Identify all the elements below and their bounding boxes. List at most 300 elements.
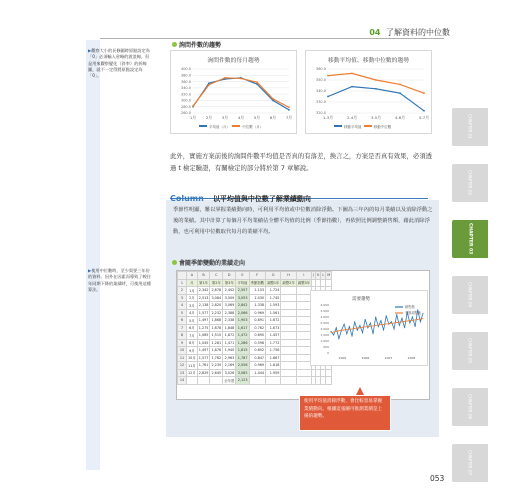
y-tick-label: 2,500 [320,321,329,325]
sheet-cell: 2,820 [211,303,222,308]
sheet-cell: 2月 [187,294,198,302]
data-point [417,319,418,320]
sheet-cell: 1,678 [211,325,222,330]
x-tick-label: 2008 [407,356,416,360]
x-tick-label: 2006 [361,356,370,360]
data-point [359,327,360,328]
column-header [178,272,187,280]
sheet-cell [281,324,296,332]
sheet-cell [281,302,296,310]
data-point [401,318,402,319]
sheet-cell: 1.338 [249,302,266,310]
sheet-cell: 2,338 [224,318,235,323]
page-number: 053 [430,474,445,483]
monthly-chart [170,50,297,134]
column-header: C [210,272,223,280]
sheet-cell: 1,872 [224,333,235,338]
chart-title: 詢問件數的每月趨勢 [207,58,260,64]
moving-chart [305,50,432,134]
data-point [380,324,381,325]
sheet-cell: 1.724 [266,287,281,295]
row-header: 5 [178,309,187,317]
sheet-cell: 1,787 [237,355,248,360]
data-point [192,105,194,107]
moving-chart-svg [306,51,431,133]
data-point [357,328,358,329]
series-line [193,78,289,108]
x-tick-label: 5月 [253,115,261,120]
sheet-cell: 1.758 [266,347,281,355]
data-point [349,326,350,327]
sheet-cell: 10月 [187,354,198,362]
x-tick-label: 4-6月 [395,115,405,120]
data-point [341,330,342,331]
sheet-cell: 1,940 [224,348,235,353]
data-point [272,98,274,100]
sheet-cell: 調整1年 [266,279,281,287]
chart-legend: 移動平均值 移動中位數 [334,125,391,130]
x-tick-label: 7月 [285,115,293,120]
row-header: 8 [178,332,187,340]
sheet-cell: 1.103 [249,287,266,295]
row-header: 11 [178,354,187,362]
x-tick-label: 2005 [338,356,347,360]
data-point [399,322,400,323]
table-row [178,324,332,332]
sheet-cell: 0.690 [249,332,266,340]
chapter-title: 了解資料的中位數 [386,28,450,37]
data-point [378,326,379,327]
row-header: 2 [178,287,187,295]
row-header: 4 [178,302,187,310]
callout-pointer [356,387,364,395]
y-tick-label: 1,000 [320,339,329,343]
data-point [396,322,397,323]
chapter-tab[interactable]: CHAPTER 07 [452,444,488,482]
x-tick-label: 5-7月 [419,115,429,120]
y-tick-label: 1,500 [320,333,329,337]
column-header: B [197,272,210,280]
column-header: I [296,272,311,280]
data-point [420,319,421,320]
column-header: F [249,272,266,280]
sheet-cell: 0.891 [249,317,266,325]
margin-note-2: ▶使用中位數時，至少需要三年份的資料。因外在因素而導致了較往年同期下降的業績時，可使用這種算法。 [88,268,151,292]
sheet-cell [326,377,332,385]
sheet-cell [281,339,296,347]
column-header: K [317,273,320,278]
y-tick-label: 3,000 [320,315,329,319]
sheet-cell [281,354,296,362]
data-point [288,109,290,111]
data-point [386,315,387,316]
chapter-header [369,27,450,38]
data-point [354,321,355,322]
sheet-cell: 1.593 [266,302,281,310]
data-point [423,318,424,319]
data-point [288,106,290,108]
sheet-cell: 1,577 [198,355,209,360]
sheet-cell [266,377,281,385]
sheet-cell: 11月 [187,362,198,370]
sheet-cell: 2,388 [224,310,235,315]
y-tick-label: 360.0 [180,79,191,84]
sheet-cell: 1.457 [266,332,281,340]
data-point [407,321,408,322]
data-point [208,82,210,84]
legend-label: 銷售額 [405,305,415,310]
series-line [328,87,424,111]
table-row [178,369,332,377]
sheet-cell: 3,509 [224,295,235,300]
sheet-cell: 7月 [187,332,198,340]
header-rule [100,38,444,39]
data-point [412,320,413,321]
column-header: L [322,273,325,278]
data-point [394,323,395,324]
sheet-cell: 2,513 [198,295,209,300]
bullet-dot-icon [172,42,177,47]
sheet-cell: 2,138 [198,303,209,308]
total-label: 全年度 [223,377,236,385]
y-tick-label: 300.0 [180,98,191,103]
data-point [333,335,334,336]
row-header: 3 [178,294,187,302]
data-point [352,329,353,330]
data-point [327,75,329,77]
data-point [344,324,345,325]
data-point [399,92,401,94]
data-point [367,326,368,327]
table-row [178,377,332,385]
sheet-cell: 1,868 [211,318,222,323]
data-point [338,330,339,331]
sheet-cell: 1,577 [198,310,209,315]
sheet-cell: 1.672 [266,317,281,325]
sheet-cell: 第1年 [197,279,210,287]
data-point [420,321,421,322]
sheet-cell: 2,829 [198,370,209,375]
sheet-cell: 3月 [187,302,198,310]
sheet-cell: 2,402 [224,288,235,293]
data-point [354,328,355,329]
sheet-cell: 2,645 [211,370,222,375]
data-point [367,327,368,328]
column-text: 季節性明顯，難以掌握業績動向時，可利用平均值或中位數消除浮動。下圖為三年內的每月業績以及消除浮動之後的業績。其中計算了每個月平均業績佔全體平均值的比例（季節指數），再依照比例調整銷售額，藉此消除浮動，也可利用中位數取代每月的業績平均。 [173,207,433,235]
data-point [409,323,410,324]
sheet-cell: 2,507 [237,288,248,293]
row-header: 6 [178,317,187,325]
chapter-number: 04 [369,28,381,37]
y-tick-label: 360.0 [315,67,326,72]
data-point [378,325,379,326]
table-row [178,302,332,310]
y-tick-label: 2,000 [320,327,329,331]
table-row [178,362,332,370]
y-tick-label: 0 [327,351,329,355]
column-header: D [223,272,236,280]
sheet-cell [281,317,296,325]
sheet-cell: 1,286 [237,340,248,345]
sheet-cell: 調整2年 [281,279,296,287]
data-point [404,327,405,328]
sheet-cell: 2,056 [237,363,248,368]
x-tick-label: 1-3月 [323,115,333,120]
x-tick-label: 2月 [205,115,213,120]
sheet-cell: 1.430 [249,294,266,302]
demand-chart [310,290,428,366]
table-row [178,294,332,302]
sheet-cell: 1.745 [266,294,281,302]
sheet-cell: 1.673 [266,324,281,332]
data-point [359,325,360,326]
sheet-cell [281,287,296,295]
y-tick-label: 4,000 [320,303,329,307]
data-point [409,320,410,321]
sheet-cell: 1,281 [211,340,222,345]
y-tick-label: 400.0 [180,67,191,72]
row-header: 13 [178,369,187,377]
column-header: G [266,272,281,280]
demand-chart-svg [311,291,427,365]
sheet-table [177,271,332,385]
column-header: H [281,272,296,280]
sheet-cell [296,377,311,385]
column-header-row [178,272,332,280]
sheet-cell: 1,617 [237,325,248,330]
sheet-cell: 調整3年 [296,279,311,287]
chapter-tab[interactable]: CHAPTER 06 [452,388,488,426]
data-point [224,77,226,79]
table-row [178,347,332,355]
data-point [404,321,405,322]
sheet-cell [326,279,332,287]
sheet-cell: 1,848 [224,325,235,330]
arrow-icon: ▶ [88,48,92,53]
x-tick-label: 1月 [189,115,197,120]
x-tick-label: 6月 [269,115,277,120]
body-paragraph: 此外，實施方案前後的詢問件數平均值是否真的有落差，換言之，方案是否真有效果，必須透過 t 檢定驗證，有關檢定的部分將於第 7 章解說。 [170,152,433,172]
data-point [365,326,366,327]
table-row [178,309,332,317]
sheet-cell: 2,963 [224,355,235,360]
sheet-cell: 1,471 [224,340,235,345]
sheet-cell: 2,678 [211,288,222,293]
sheet-cell: 2,232 [211,310,222,315]
data-point [388,323,389,324]
data-point [423,110,425,112]
sheet-cell: 0.598 [249,339,266,347]
y-tick-label: 350.0 [315,78,326,83]
x-tick-label: 3-5月 [371,115,381,120]
x-tick-label: 2007 [384,356,393,360]
data-point [391,321,392,322]
y-tick-label: 500 [323,345,329,349]
data-point [208,84,210,86]
data-point [375,88,377,90]
sheet-cell [281,332,296,340]
sheet-cell [281,362,296,370]
table-row [178,332,332,340]
total-value: 2,123 [237,378,248,383]
sheet-cell: 1,815 [237,348,248,353]
margin-note-1: ▶觀察大小的長條圖時原點設定為「0」必須輸入省略的波浪線，但是用來觀察變化（斜率）的折線圖，就不一定得將原點設定為「0」。 [88,48,150,79]
y-tick-label: 260.0 [180,111,191,116]
data-point [357,330,358,331]
data-point [380,320,381,321]
x-tick-label: 4月 [237,115,245,120]
sheet-cell: 1.561 [266,309,281,317]
legend-swatch [364,125,372,127]
sheet-cell: 2,066 [237,310,248,315]
data-point [399,325,400,326]
data-point [423,313,424,314]
data-point [423,92,425,94]
sheet-cell: 0.852 [249,347,266,355]
x-tick-label: 3月 [221,115,229,120]
series-line [193,78,289,110]
chapter-tab[interactable]: CHAPTER 02 [452,164,488,202]
table-row [178,354,332,362]
bullet-dot-icon [172,260,177,265]
data-point [412,317,413,318]
chart-title: 移動平均值、移動中位數的趨勢 [327,58,410,64]
sheet-cell [210,377,223,385]
data-point [373,333,374,334]
data-point [415,319,416,320]
data-point [352,336,353,337]
data-point [415,326,416,327]
row-header: 9 [178,339,187,347]
y-tick-label: 340.0 [315,89,326,94]
chapter-tab[interactable]: CHAPTER 05 [452,332,488,370]
chapter-tab[interactable]: CHAPTER 04 [452,276,488,314]
data-point [394,329,395,330]
data-point [327,96,329,98]
data-point [331,331,332,332]
margin-column [86,40,100,470]
sheet-cell: 5月 [187,317,198,325]
row-header: 12 [178,362,187,370]
y-tick-label: 330.0 [315,100,326,105]
column-header: J [313,273,315,278]
sheet-cell: 第3年 [223,279,236,287]
sheet-cell: 2,169 [224,363,235,368]
sheet-cell: 3,026 [224,370,235,375]
sheet-cell: 1,472 [237,333,248,338]
sheet-cell: 2,239 [211,363,222,368]
sheet-cell: 1,497 [198,348,209,353]
sheet-cell: 月 [187,279,198,287]
sheet-cell: 0.969 [249,309,266,317]
sheet-cell: 3,085 [237,370,248,375]
sheet-cell [296,369,311,377]
column-header: M [327,273,331,278]
data-point [256,81,258,83]
data-point [391,323,392,324]
data-point [333,332,334,333]
sheet-cell: 平均值 [236,279,249,287]
chapter-tab[interactable]: CHAPTER 01 [452,108,488,146]
y-tick-label: 280.0 [180,104,191,109]
data-point [375,79,377,81]
sheet-cell: 3,053 [237,295,248,300]
data-point [417,309,418,310]
table-row [178,287,332,295]
sheet-cell: 3,084 [211,295,222,300]
data-point [346,329,347,330]
sheet-cell: 2,842 [237,303,248,308]
row-header: 1 [178,279,187,287]
sheet-cell: 1.818 [266,362,281,370]
sheet-cell [281,309,296,317]
sheet-cell: 2,342 [198,288,209,293]
data-point [401,321,402,322]
callout-box: 使用平均值消除浮動，會比較容易掌握業績動向。根據這張圖可推測業績是上揚的趨勢。 [299,395,391,431]
sheet-cell: 0.762 [249,324,266,332]
sheet-cell: 1.959 [266,369,281,377]
data-point [240,78,242,80]
chart-title: 需要趨勢 [352,297,370,302]
data-point [373,325,374,326]
data-point [383,330,384,331]
sheet-cell: 8月 [187,339,198,347]
data-point [396,314,397,315]
sheet-cell: 第2年 [210,279,223,287]
y-tick-label: 320.0 [315,111,326,116]
sheet-cell [326,369,332,377]
sheet-cell: 12月 [187,369,198,377]
data-point [386,323,387,324]
sheet-cell: 1,497 [198,318,209,323]
sheet-cell [281,377,296,385]
monthly-chart-svg [171,51,296,133]
sheet-cell: 4月 [187,309,198,317]
data-point [344,329,345,330]
column-header: E [236,272,249,280]
sheet-cell: 0.969 [249,362,266,370]
data-point [346,333,347,334]
table-row [178,317,332,325]
data-point [336,327,337,328]
row-header: 14 [178,377,187,385]
column-header: A [187,272,198,280]
sheet-cell: 1,903 [237,318,248,323]
sheet-cell [281,369,296,377]
data-point [351,86,353,88]
sheet-cell: 1,045 [198,340,209,345]
sheet-cell [197,377,210,385]
sheet-cell: 1,515 [211,333,222,338]
sheet-cell: 6月 [187,324,198,332]
data-point [338,338,339,339]
sheet-cell: 1,762 [211,355,222,360]
data-point [365,319,366,320]
subsection-heading: 會隨季節變動的業績走向 [172,258,245,267]
row-header: 10 [178,347,187,355]
arrow-icon: ▶ [88,268,92,273]
sheet-cell: 1,676 [211,348,222,353]
data-point [349,329,350,330]
column-heading: Column 以平均值與中位數了解業績動向 [170,186,428,199]
data-point [370,323,371,324]
y-tick-label: 3,500 [320,309,329,313]
sheet-cell: 1.772 [266,339,281,347]
data-point [362,332,363,333]
chapter-tab[interactable]: CHAPTER 03 [452,220,488,258]
sheet-cell: 1,065 [198,333,209,338]
legend-swatch [199,125,207,127]
